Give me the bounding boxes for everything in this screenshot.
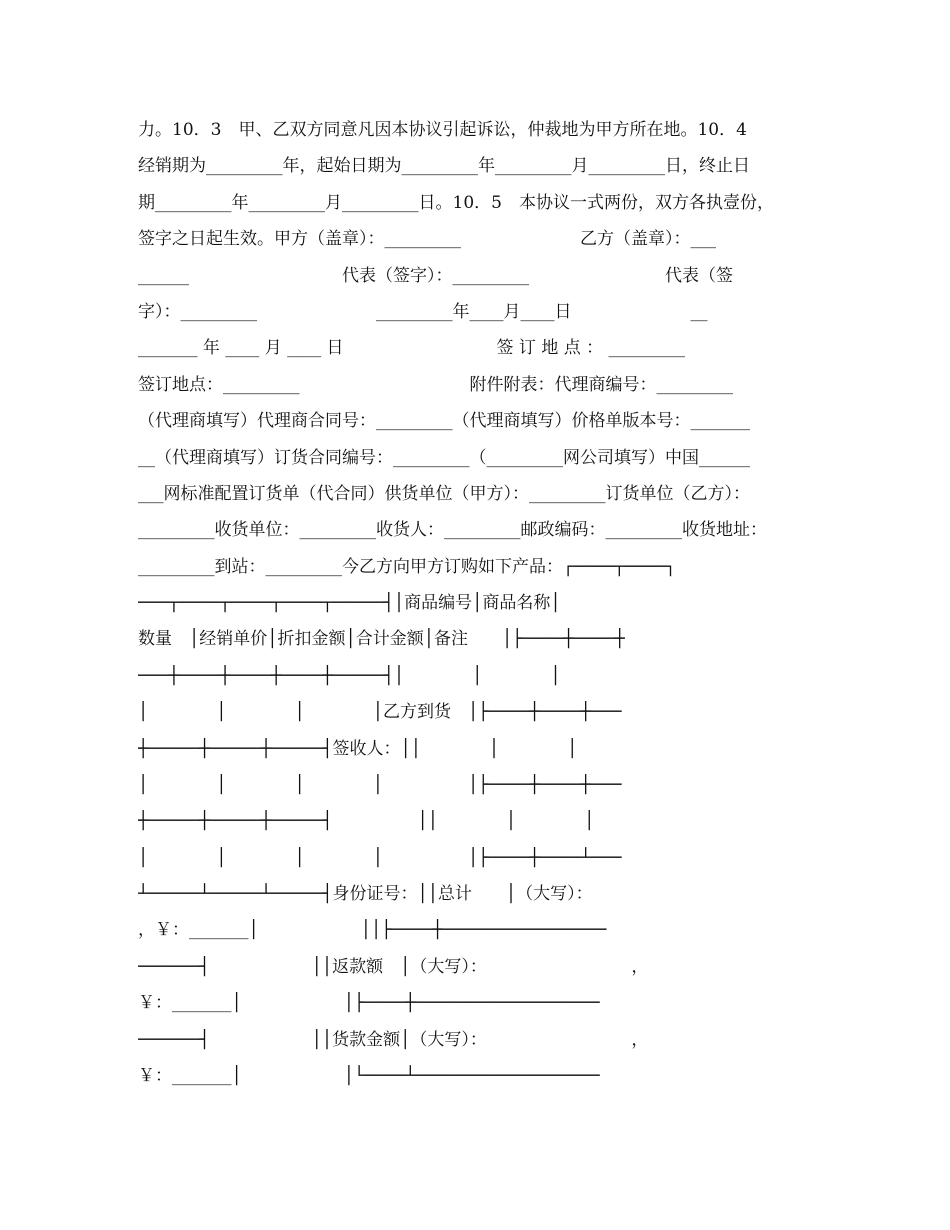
text-line: _________到站：_________今乙方向甲方订购如下产品：┌────┬────┐	[138, 557, 676, 577]
text-line: 签字之日起生效。甲方（盖章）：_________ 乙方（盖章）：___	[138, 229, 716, 249]
table-line: │ │ │ │ │├────┼────┼───	[138, 775, 622, 795]
table-line: ┼─────┼─────┼─────┤签收人：││ │ │	[138, 739, 578, 759]
text-line: ______ 代表（签字）：_________ 代表（签	[138, 266, 733, 286]
text-line: _______ 年 ____ 月 ____ 日 签 订 地 点 ： _________	[138, 338, 686, 358]
text-line: 经销期为_________年，起始日期为_________年_________月_________日，终止日	[138, 156, 750, 176]
text-line: _________收货单位：_________收货人：_________邮政编码：_________收货地址：	[138, 520, 767, 540]
table-line: │ │ │ │乙方到货 │├────┼────┼───	[138, 702, 622, 722]
table-line: ￥：_______│ │├────┼──────────────────	[138, 993, 600, 1013]
table-line: ┴─────┴─────┴─────┤身份证号：││总计 │（大写）：	[138, 884, 593, 904]
table-line: ￥：_______│ │└────┴──────────────────	[138, 1066, 600, 1086]
table-line: ───┬────┬────┬────┬─────┤│商品编号│商品名称│	[138, 593, 561, 613]
text-line: 签订地点：_________ 附件附表：代理商编号：_________	[138, 375, 733, 395]
text-line: 期_________年_________月_________日。10．5 本协议一式两份，双方各执壹份，	[138, 193, 774, 213]
table-line: ┼─────┼─────┼─────┤ ││ │ │	[138, 811, 595, 831]
table-line: ，￥：_______│ ││├────┼────────────────	[138, 920, 607, 940]
text-line: （代理商填写）代理商合同号：_________（代理商填写）价格单版本号：_______	[138, 411, 750, 431]
text-line: __（代理商填写）订货合同编号：_________（_________网公司填写）中国______	[138, 448, 750, 468]
text-line: ___网标准配置订货单（代合同）供货单位（甲方）：_________订货单位（乙方）：	[138, 484, 750, 504]
table-line: 数量 │经销单价│折扣金额│合计金额│备注 │├────┼────┼	[138, 629, 625, 649]
table-line: ──────┤ ││返款额 │（大写）： ，	[138, 957, 649, 977]
table-line: │ │ │ │ │├────┼────┴───	[138, 848, 622, 868]
table-line: ──────┤ ││货款金额│（大写）： ，	[138, 1030, 649, 1050]
table-line: ───┼────┼────┼────┼─────┤│ │ │	[138, 666, 561, 686]
text-line: 字）：_________ _________年____月____日 __	[138, 302, 708, 322]
text-line: 力。10．3 甲、乙双方同意凡因本协议引起诉讼，仲裁地为甲方所在地。10．4	[138, 120, 747, 140]
